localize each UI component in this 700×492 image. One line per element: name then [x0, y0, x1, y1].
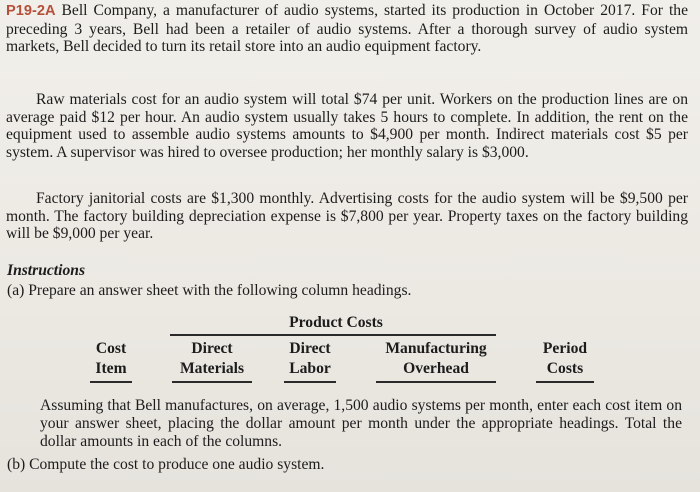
cost-item-rule: [90, 381, 132, 383]
direct-labor-heading: Direct Labor: [289, 340, 331, 377]
paragraph-3-text: Factory janitorial costs are $1,300 monthly. Advertising costs for the audio system will be $9,500 per month. The factory building depreciation expense is $7,800 per year. Property taxes on the factory building will be $9,000 per year.: [6, 190, 688, 243]
problem-intro-paragraph: [6, 2, 688, 56]
cost-item-heading: Cost Item: [95, 340, 127, 377]
direct-materials-rule: [172, 381, 252, 383]
problem-paragraph-3: [6, 190, 688, 243]
instruction-item-a: (a) Prepare an answer sheet with the following column headings.: [7, 282, 412, 299]
period-costs-heading: Period Costs: [542, 340, 588, 377]
instruction-item-b: (b) Compute the cost to produce one audio system.: [7, 456, 325, 473]
product-costs-rule: [170, 334, 496, 336]
manufacturing-overhead-heading: Manufacturing Overhead: [385, 340, 487, 377]
problem-paragraph-2: [6, 91, 688, 161]
direct-materials-heading: Direct Materials: [179, 340, 245, 377]
assumption-paragraph: Assuming that Bell manufactures, on average, 1,500 audio systems per month, enter each cost item on your answer sheet, placing the dollar amount per month under the appropriate headings. Total the dollar amounts in each of the columns.: [40, 397, 682, 450]
paragraph-2-text: Raw materials cost for an audio system will total $74 per unit. Workers on the production lines are on average paid $12 per hour. An audio system usually takes 5 hours to complete. In addition, the rent on the equipment used to assemble audio systems amounts to $4,900 per month. Indirect materials cost $5 per system. A supervisor was hired to oversee production; her monthly salary is $3,000.: [6, 91, 688, 161]
problem-intro-text: Bell Company, a manufacturer of audio systems, started its production in October 2017. For the preceding 3 years, Bell had been a retailer of audio systems. After a thorough survey of audio system markets, Bell decided to turn its retail store into an audio equipment factory.: [6, 2, 688, 56]
manufacturing-overhead-rule: [376, 381, 496, 383]
direct-labor-rule: [284, 381, 336, 383]
product-costs-group-label: Product Costs: [289, 314, 383, 331]
problem-id: P19-2A: [6, 3, 56, 19]
instructions-heading: Instructions: [7, 262, 86, 279]
period-costs-rule: [536, 381, 594, 383]
